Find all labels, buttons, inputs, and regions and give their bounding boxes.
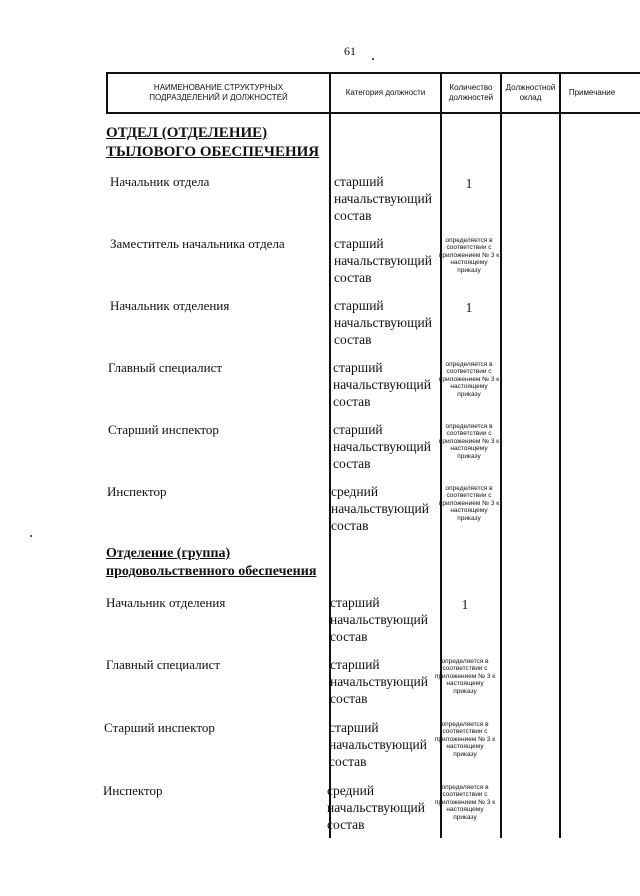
header-quantity-label: Количество должностей (448, 83, 494, 102)
header-name (108, 74, 329, 112)
position-quantity: 1 (465, 176, 473, 191)
column-divider-salary (500, 72, 502, 838)
header-category (331, 74, 440, 112)
scan-speck (30, 535, 32, 537)
position-category: старший начальствующий состав (333, 360, 431, 409)
section-title-line: Отделение (группа) (106, 546, 231, 561)
position-category: старший начальствующий состав (333, 422, 431, 471)
position-name: Старший инспектор (108, 422, 219, 437)
position-name: Главный специалист (108, 360, 223, 375)
position-quantity-note: определяется в соответствии с приложением № 3 к настоящему приказу (438, 361, 500, 398)
position-quantity-note: определяется в соответствии с приложением № 3 к настоящему приказу (434, 721, 496, 758)
position-name: Начальник отдела (110, 174, 210, 189)
header-quantity (442, 74, 500, 112)
header-salary (502, 74, 559, 112)
position-name: Начальник отделения (110, 298, 230, 313)
section-title-line: ТЫЛОВОГО ОБЕСПЕЧЕНИЯ (106, 144, 320, 160)
column-divider-note (559, 72, 561, 838)
position-name: Старший инспектор (104, 720, 215, 735)
position-category: средний начальствующий состав (331, 484, 429, 533)
position-category: старший начальствующий состав (334, 174, 432, 223)
position-name: Инспектор (103, 783, 163, 798)
position-quantity-note: определяется в соответствии с приложением № 3 к настоящему приказу (438, 485, 500, 522)
section-title-line: ОТДЕЛ (ОТДЕЛЕНИЕ) (106, 125, 268, 141)
header-note (561, 74, 623, 112)
position-category: старший начальствующий состав (334, 236, 432, 285)
position-quantity: 1 (465, 300, 473, 315)
position-quantity-note: определяется в соответствии с приложением № 3 к настоящему приказу (434, 784, 496, 821)
position-name: Начальник отделения (106, 595, 226, 610)
position-category: старший начальствующий состав (329, 720, 427, 769)
position-category: старший начальствующий состав (330, 657, 428, 706)
position-name: Инспектор (107, 484, 167, 499)
position-name: Главный специалист (106, 657, 221, 672)
section-title (106, 124, 332, 162)
position-category: старший начальствующий состав (330, 595, 428, 644)
position-quantity: 1 (461, 597, 469, 612)
header-category-label: Категория должности (345, 88, 426, 97)
position-quantity-note: определяется в соответствии с приложением № 3 к настоящему приказу (434, 658, 496, 695)
scan-speck (372, 58, 374, 60)
header-salary-label: Должностной оклад (505, 83, 556, 102)
position-name: Заместитель начальника отдела (110, 236, 285, 251)
page-number: 61 (344, 44, 356, 58)
section-title-line: продовольственного обеспечения (106, 564, 317, 579)
header-note-label: Примечание (568, 88, 616, 97)
position-category: средний начальствующий состав (327, 783, 425, 832)
position-category: старший начальствующий состав (334, 298, 432, 347)
header-name-label: НАИМЕНОВАНИЕ СТРУКТУРНЫХ ПОДРАЗДЕЛЕНИЙ И ДОЛЖНОСТЕЙ (149, 83, 288, 102)
section-title (106, 545, 332, 581)
position-quantity-note: определяется в соответствии с приложением № 3 к настоящему приказу (438, 237, 500, 274)
position-quantity-note: определяется в соответствии с приложением № 3 к настоящему приказу (438, 423, 500, 460)
